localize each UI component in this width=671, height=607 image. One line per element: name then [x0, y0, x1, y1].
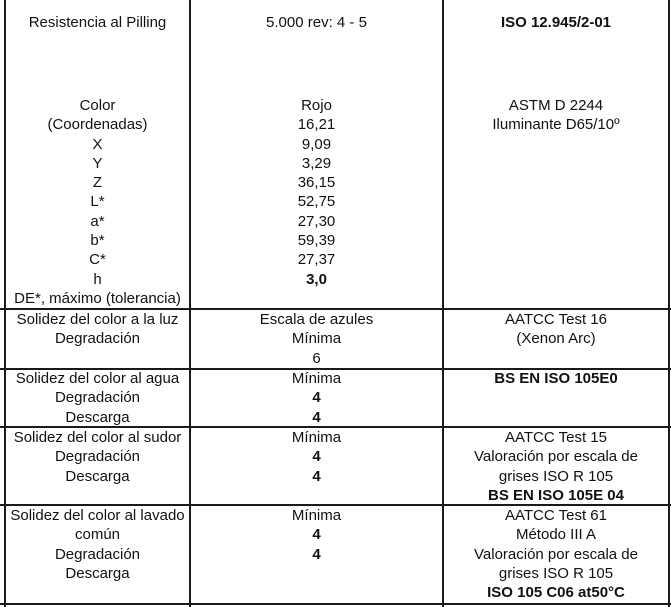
light-fastness-property-cell [6, 310, 189, 349]
cell-line: Método III A [515, 526, 597, 544]
cell-line: 4 [312, 408, 321, 426]
sweat-fastness-value-cell [191, 428, 442, 486]
pilling-value-cell [191, 13, 442, 32]
cell-line: Degradación [54, 448, 141, 466]
pilling-property-cell [6, 13, 189, 32]
cell-line: Escala de azules [259, 311, 374, 328]
cell-line: Mínima [291, 330, 342, 348]
cell-line: Y [92, 154, 103, 172]
cell-line: Iluminante D65/10º [492, 116, 620, 134]
cell-line: 6 [312, 349, 321, 367]
cell-line: Descarga [65, 467, 130, 485]
cell-line: 27,30 [297, 212, 336, 230]
cell-line: 4 [312, 526, 321, 544]
water-fastness-value-cell [191, 369, 442, 427]
wash-fastness-property-cell [6, 506, 189, 583]
cell-line: Degradación [54, 330, 141, 348]
cell-line: BS EN ISO 105E0 [494, 370, 618, 387]
wash-fastness-value-cell [191, 506, 442, 564]
color-method-cell [444, 96, 668, 135]
cell-line: b* [90, 232, 105, 250]
cell-line: Degradación [54, 545, 141, 563]
cell-line: Valoración por escala de [474, 545, 638, 563]
cell-line: X [92, 135, 103, 153]
color-property-cell [6, 96, 189, 308]
cell-line: 4 [312, 389, 321, 407]
cell-line: Valoración por escala de [474, 448, 638, 466]
cell-line: Solidez del color a la luz [16, 311, 179, 328]
cell-line: 4 [312, 545, 321, 563]
cell-line: Solidez del color al sudor [13, 429, 182, 446]
cell-line: Resistencia al Pilling [28, 14, 167, 31]
cell-line: Z [92, 174, 103, 192]
cell-line: 4 [312, 448, 321, 466]
cell-line: Mínima [291, 507, 342, 524]
cell-line: AATCC Test 16 [505, 311, 607, 328]
cell-line: Color [79, 97, 116, 114]
cell-line: ISO 105 C06 at50°C [487, 584, 625, 602]
cell-line: Descarga [65, 408, 130, 426]
cell-line: 36,15 [297, 174, 336, 192]
cell-line: h [93, 270, 102, 288]
cell-line: ASTM D 2244 [508, 97, 604, 114]
table-border-bottom [0, 603, 671, 605]
cell-line: C* [89, 251, 106, 269]
light-fastness-method-cell [444, 310, 668, 349]
light-fastness-value-cell [191, 310, 442, 368]
cell-line: común [74, 526, 121, 544]
cell-line: Mínima [291, 370, 342, 387]
wash-fastness-method-cell [444, 506, 668, 602]
cell-line: Descarga [65, 564, 130, 582]
cell-line: Rojo [301, 97, 332, 114]
cell-line: AATCC Test 61 [505, 507, 607, 524]
sweat-fastness-property-cell [6, 428, 189, 486]
cell-line: 59,39 [297, 232, 336, 250]
cell-line: Solidez del color al agua [15, 370, 180, 387]
cell-line: (Xenon Arc) [516, 330, 596, 348]
cell-line: a* [90, 212, 105, 230]
color-value-cell [191, 96, 442, 289]
cell-line: 3,0 [306, 270, 327, 288]
cell-line: 3,29 [301, 154, 332, 172]
table-border-right [668, 0, 670, 607]
cell-line: 5.000 rev: 4 - 5 [266, 14, 367, 31]
pilling-method-cell [444, 13, 668, 32]
cell-line: Mínima [291, 429, 342, 446]
cell-line: Solidez del color al lavado [10, 507, 185, 524]
cell-line: 52,75 [297, 193, 336, 211]
cell-line: 16,21 [297, 116, 336, 134]
cell-line: (Coordenadas) [47, 116, 148, 134]
cell-line: AATCC Test 15 [505, 429, 607, 446]
cell-line: 9,09 [301, 135, 332, 153]
cell-line: 4 [312, 467, 321, 485]
water-fastness-property-cell [6, 369, 189, 427]
cell-line: Degradación [54, 389, 141, 407]
cell-line: L* [90, 193, 105, 211]
cell-line: DE*, máximo (tolerancia) [14, 289, 181, 307]
cell-line: ISO 12.945/2-01 [500, 14, 612, 31]
cell-line: grises ISO R 105 [498, 467, 614, 485]
cell-line: grises ISO R 105 [498, 564, 614, 582]
cell-line: 27,37 [297, 251, 336, 269]
sweat-fastness-method-cell [444, 428, 668, 505]
water-fastness-method-cell [444, 369, 668, 388]
cell-line: BS EN ISO 105E 04 [488, 486, 624, 504]
